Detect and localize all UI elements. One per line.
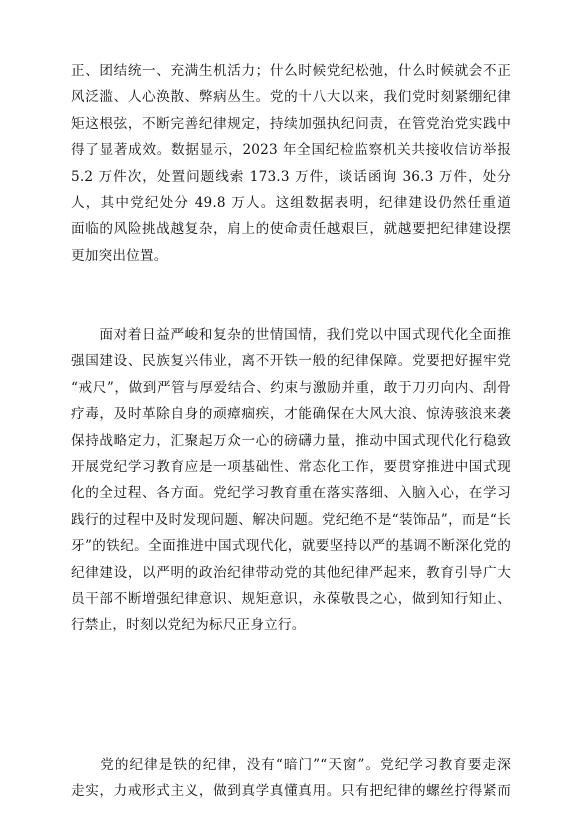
paragraph-2 [71,322,511,639]
text-line: 矩这根弦，不断完善纪律规定，持续加强执纪问责，在管党治党实践中 [71,115,511,132]
text-line: 走实，力戒形式主义，做到真学真懂真用。只有把纪律的螺丝拧得紧而 [71,783,511,800]
paragraph-3 [71,752,511,805]
text-line: 员干部不断增强纪律意识、规矩意识，永葆敬畏之心，做到知行知止、 [71,590,511,607]
text-line: 化的全过程、各方面。党纪学习教育重在落实落细、入脑入心，在学习 [71,485,511,502]
text-line: 面临的风险挑战越复杂，肩上的使命责任越艰巨，就越要把纪律建设摆 [71,221,511,238]
text-line: 强国建设、民族复兴伟业，离不开铁一般的纪律保障。党要把好握牢党 [71,353,511,370]
text-line: 党的纪律是铁的纪律，没有“暗门”“天窗”。党纪学习教育要走深 [71,757,511,773]
text-line: 正、团结统一、充满生机活力；什么时候党纪松弛，什么时候就会不正 [71,63,511,79]
text-line: 风泛滥、人心涣散、弊病丛生。党的十八大以来，我们党时刻紧绷纪律 [71,89,511,106]
text-line: 面对着日益严峻和复杂的世情国情，我们党以中国式现代化全面推 [99,327,511,343]
paragraph-1 [71,58,511,269]
text-line: 纪律建设，以严明的政治纪律带动党的其他纪律严起来，教育引导广大 [71,564,511,581]
text-line: 5.2 万件次，处置问题线索 173.3 万件，谈话函询 36.3 万件，处分 [71,168,511,185]
text-line: 疗毒，及时革除自身的顽瘴痼疾，才能确保在大风大浪、惊涛骇浪来袭 [71,406,511,423]
text-line: 践行的过程中及时发现问题、解决问题。党纪绝不是“装饰品”，而是“长 [71,511,511,528]
text-line: 开展党纪学习教育应是一项基础性、常态化工作，要贯穿推进中国式现 [71,458,511,475]
text-line: 牙”的铁纪。全面推进中国式现代化，就要坚持以严的基调不断深化党的 [71,538,511,555]
text-line: 行禁止，时刻以党纪为标尺正身立行。 [71,617,306,634]
text-line: “戒尺”，做到严管与厚爱结合、约束与激励并重，敢于刀刃向内、刮骨 [71,379,511,396]
text-line: 更加突出位置。 [71,247,168,264]
text-line: 人，其中党纪处分 49.8 万人。这组数据表明，纪律建设仍然任重道 [71,194,511,211]
text-line: 得了显著成效。数据显示，2023 年全国纪检监察机关共接收信访举报 [71,142,511,159]
text-line: 保持战略定力，汇聚起万众一心的磅礴力量，推动中国式现代化行稳致 [71,432,511,449]
